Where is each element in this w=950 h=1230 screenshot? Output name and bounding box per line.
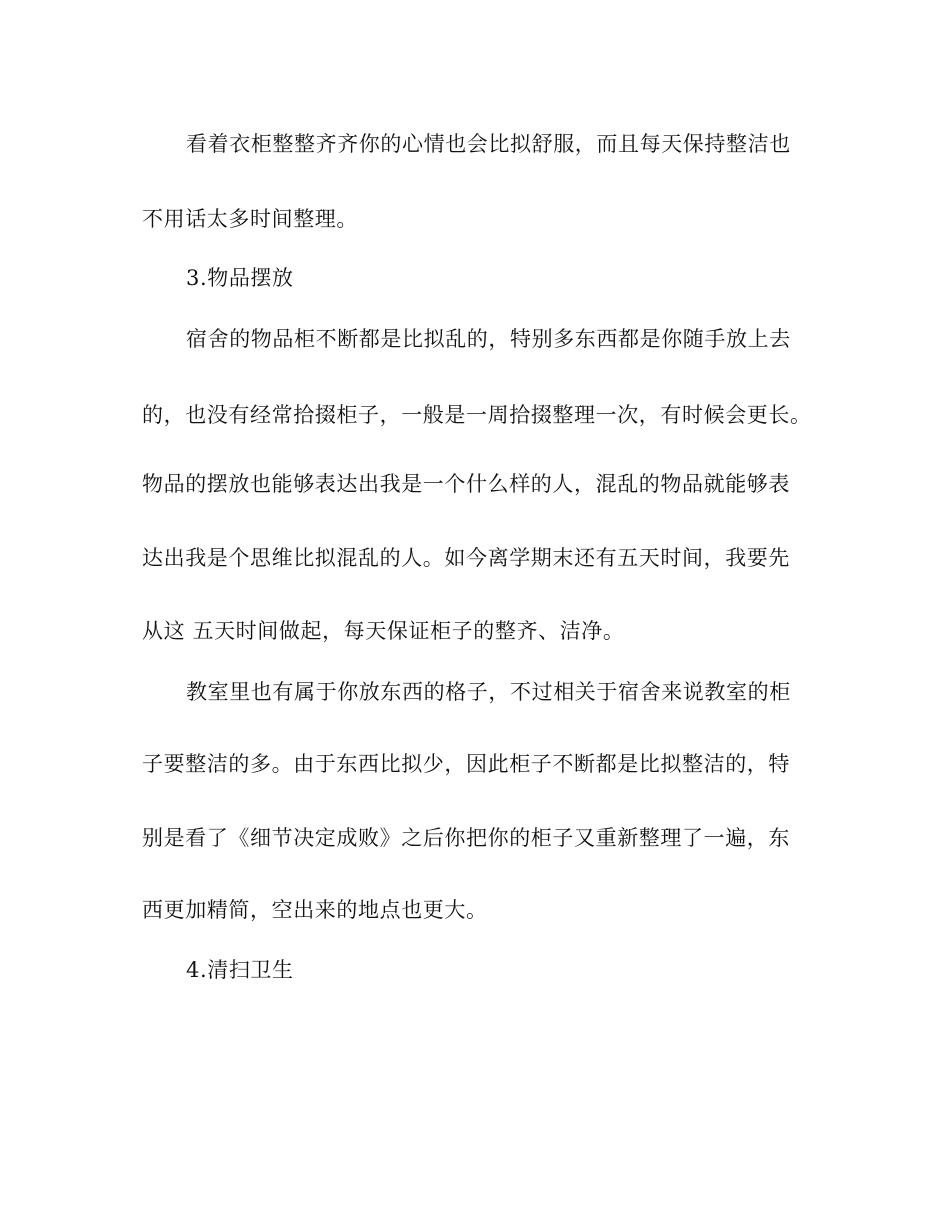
paragraph-line: 从这 五天时间做起，每天保证柜子的整齐、洁净。 bbox=[142, 619, 625, 643]
paragraph-line: 宿舍的物品柜不断都是比拟乱的，特别多东西都是你随手放上去 bbox=[186, 327, 791, 351]
paragraph-line: 西更加精简，空出来的地点也更大。 bbox=[142, 898, 488, 922]
paragraph-line: 不用话太多时间整理。 bbox=[142, 207, 358, 231]
paragraph-line: 别是看了《细节决定成败》之后你把你的柜子又重新整理了一遍，东 bbox=[142, 826, 790, 850]
paragraph-line: 物品的摆放也能够表达出我是一个什么样的人，混乱的物品就能够表 bbox=[142, 472, 790, 496]
paragraph-line: 子要整洁的多。由于东西比拟少，因此柜子不断都是比拟整洁的，特 bbox=[142, 752, 790, 776]
section-heading: 3.物品摆放 bbox=[186, 266, 294, 290]
paragraph-line: 看着衣柜整整齐齐你的心情也会比拟舒服，而且每天保持整洁也 bbox=[186, 132, 791, 156]
paragraph-line: 的，也没有经常拾掇柜子，一般是一周拾掇整理一次，有时候会更长。 bbox=[142, 403, 812, 427]
paragraph-line: 达出我是个思维比拟混乱的人。如今离学期末还有五天时间，我要先 bbox=[142, 546, 790, 570]
section-heading: 4.清扫卫生 bbox=[186, 958, 294, 982]
paragraph-line: 教室里也有属于你放东西的格子，不过相关于宿舍来说教室的柜 bbox=[186, 680, 791, 704]
